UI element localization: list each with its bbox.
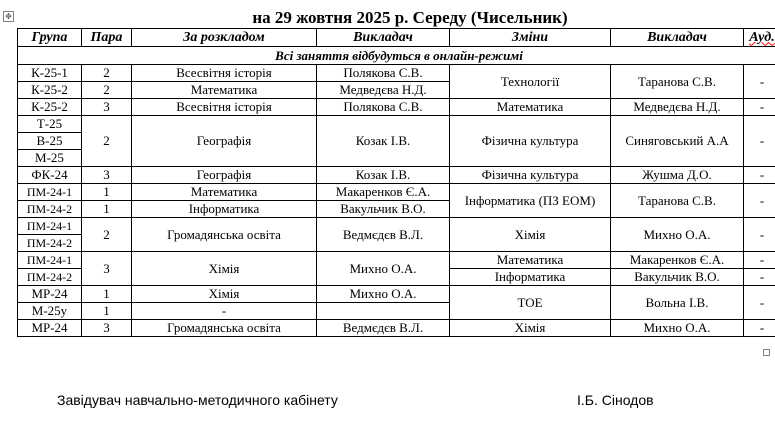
table-row (18, 252, 775, 269)
subject-cell: Математика (132, 82, 317, 99)
aud-cell: - (744, 252, 775, 269)
teacher-cell: Медведєва Н.Д. (317, 82, 450, 99)
para-cell: 1 (82, 286, 132, 303)
para-cell: 2 (82, 218, 132, 252)
header-new-teacher: Викладач (611, 29, 744, 47)
change-cell: Технології (450, 65, 611, 99)
subject-cell: Всесвітня історія (132, 99, 317, 116)
teacher-cell: Михно О.А. (317, 286, 450, 303)
subject-cell: Хімія (132, 252, 317, 286)
aud-cell: - (744, 65, 775, 99)
subject-cell: Громадянська освіта (132, 320, 317, 337)
table-row (18, 286, 775, 303)
teacher-cell: Вакульчик В.О. (317, 201, 450, 218)
change-cell: Математика (450, 99, 611, 116)
subject-cell: Хімія (132, 286, 317, 303)
table-resize-handle[interactable] (763, 349, 770, 356)
new-teacher-cell: Михно О.А. (611, 218, 744, 252)
header-changes: Зміни (450, 29, 611, 47)
change-cell: Інформатика (450, 269, 611, 286)
aud-cell: - (744, 320, 775, 337)
para-cell: 2 (82, 65, 132, 82)
group-cell: ПМ-24-1 (18, 218, 82, 235)
group-cell: ПМ-24-2 (18, 269, 82, 286)
group-cell: ФК-24 (18, 167, 82, 184)
subject-cell: Математика (132, 184, 317, 201)
aud-cell: - (744, 99, 775, 116)
aud-cell: - (744, 116, 775, 167)
group-cell: ПМ-24-1 (18, 252, 82, 269)
para-cell: 3 (82, 167, 132, 184)
subject-cell: Всесвітня історія (132, 65, 317, 82)
aud-cell: - (744, 286, 775, 320)
change-cell: Хімія (450, 320, 611, 337)
table-row (18, 320, 775, 337)
table-row (18, 167, 775, 184)
para-cell: 3 (82, 99, 132, 116)
group-cell: К-25-1 (18, 65, 82, 82)
table-row (18, 116, 775, 133)
group-cell: ПМ-24-1 (18, 184, 82, 201)
change-cell: Математика (450, 252, 611, 269)
table-header-row (18, 29, 775, 47)
table-row (18, 184, 775, 201)
teacher-cell: Полякова С.В. (317, 99, 450, 116)
new-teacher-cell: Таранова С.В. (611, 65, 744, 99)
subject-cell: - (132, 303, 317, 320)
group-cell: МР-24 (18, 286, 82, 303)
change-cell: Інформатика (ПЗ ЕОМ) (450, 184, 611, 218)
new-teacher-cell: Макаренков Є.А. (611, 252, 744, 269)
teacher-cell: Полякова С.В. (317, 65, 450, 82)
new-teacher-cell: Жушма Д.О. (611, 167, 744, 184)
para-cell: 2 (82, 82, 132, 99)
teacher-cell (317, 303, 450, 320)
schedule-table (17, 28, 775, 337)
teacher-cell: Макаренков Є.А. (317, 184, 450, 201)
new-teacher-cell: Михно О.А. (611, 320, 744, 337)
header-para: Пара (82, 29, 132, 47)
table-row (18, 65, 775, 82)
header-aud: Ауд. (744, 29, 775, 47)
group-cell: М-25 (18, 150, 82, 167)
aud-cell: - (744, 269, 775, 286)
para-cell: 1 (82, 303, 132, 320)
header-group: Група (18, 29, 82, 47)
group-cell: В-25 (18, 133, 82, 150)
new-teacher-cell: Синяговський А.А (611, 116, 744, 167)
para-cell: 1 (82, 201, 132, 218)
new-teacher-cell: Медведєва Н.Д. (611, 99, 744, 116)
table-row (18, 99, 775, 116)
para-cell: 3 (82, 252, 132, 286)
change-cell: ТОЕ (450, 286, 611, 320)
header-schedule: За розкладом (132, 29, 317, 47)
aud-cell: - (744, 218, 775, 252)
new-teacher-cell: Вольна І.В. (611, 286, 744, 320)
para-cell: 3 (82, 320, 132, 337)
group-cell: Т-25 (18, 116, 82, 133)
aud-cell: - (744, 167, 775, 184)
change-cell: Фізична культура (450, 116, 611, 167)
new-teacher-cell: Таранова С.В. (611, 184, 744, 218)
group-cell: ПМ-24-2 (18, 235, 82, 252)
para-cell: 1 (82, 184, 132, 201)
online-notice: Всі заняття відбудуться в онлайн-режимі (18, 47, 775, 65)
subject-cell: Географія (132, 167, 317, 184)
para-cell: 2 (82, 116, 132, 167)
group-cell: М-25у (18, 303, 82, 320)
teacher-cell: Михно О.А. (317, 252, 450, 286)
group-cell: К-25-2 (18, 82, 82, 99)
teacher-cell: Козак І.В. (317, 167, 450, 184)
change-cell: Хімія (450, 218, 611, 252)
group-cell: ПМ-24-2 (18, 201, 82, 218)
teacher-cell: Ведмєдєв В.Л. (317, 320, 450, 337)
subject-cell: Інформатика (132, 201, 317, 218)
group-cell: МР-24 (18, 320, 82, 337)
page-title: на 29 жовтня 2025 р. Середу (Чисельник) (252, 8, 568, 27)
group-cell: К-25-2 (18, 99, 82, 116)
aud-cell: - (744, 184, 775, 218)
change-cell: Фізична культура (450, 167, 611, 184)
notice-row (18, 47, 775, 65)
header-teacher: Викладач (317, 29, 450, 47)
move-anchor-icon[interactable]: ✥ (3, 11, 14, 22)
table-row (18, 218, 775, 235)
new-teacher-cell: Вакульчик В.О. (611, 269, 744, 286)
footer-position: Завідувач навчально-методичного кабінету (57, 392, 338, 408)
teacher-cell: Козак І.В. (317, 116, 450, 167)
subject-cell: Громадянська освіта (132, 218, 317, 252)
footer-signatory-name: І.Б. Сінодов (577, 392, 654, 408)
subject-cell: Географія (132, 116, 317, 167)
teacher-cell: Ведмєдєв В.Л. (317, 218, 450, 252)
